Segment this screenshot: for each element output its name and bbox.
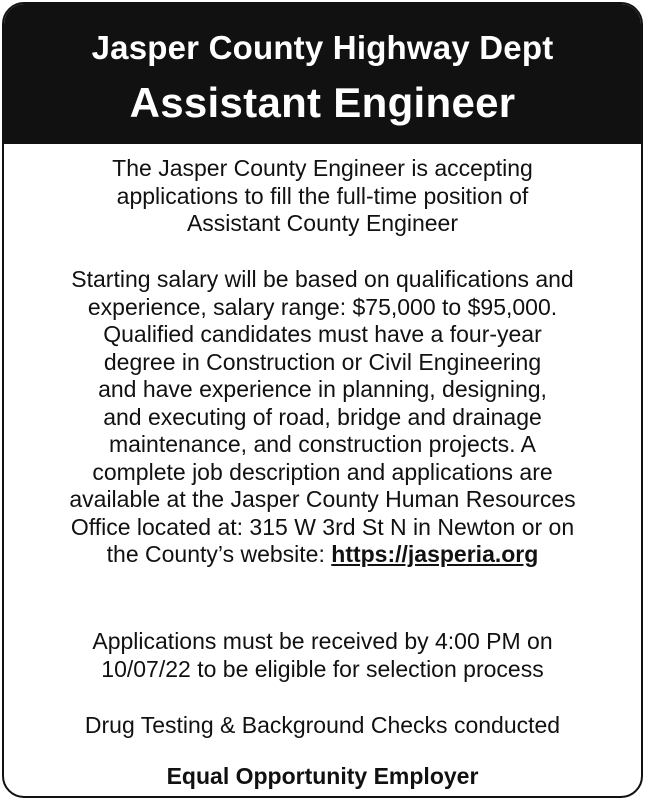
- website-link[interactable]: https://jasperia.org: [331, 541, 539, 567]
- ad-header: [4, 4, 641, 144]
- intro-line: Assistant County Engineer: [186, 210, 459, 236]
- details-line: experience, salary range: $75,000 to $95,000.: [87, 293, 558, 320]
- website-line: [4, 541, 641, 569]
- details-line: Starting salary will be based on qualifications and: [71, 266, 574, 292]
- website-prefix: the County’s website:: [106, 541, 332, 567]
- details-line: Qualified candidates must have a four-year: [103, 321, 542, 347]
- details-line: Office located at: 315 W 3rd St N in Newton or on: [70, 513, 575, 540]
- intro-line: The Jasper County Engineer is accepting: [112, 155, 533, 181]
- details-line: and executing of road, bridge and drainage: [103, 403, 542, 430]
- intro-line: applications to fill the full-time position of: [116, 182, 529, 209]
- details-line: and have experience in planning, designing,: [98, 376, 547, 402]
- details-paragraph: [4, 266, 641, 569]
- deadline-paragraph: [4, 628, 641, 683]
- deadline-line: 10/07/22 to be eligible for selection process: [101, 655, 544, 682]
- deadline-line: Applications must be received by 4:00 PM on: [92, 628, 553, 654]
- organization-name: Jasper County Highway Dept: [91, 29, 554, 66]
- details-line: degree in Construction or Civil Engineering: [103, 348, 542, 375]
- position-title: Assistant Engineer: [129, 79, 516, 126]
- job-advertisement: [2, 2, 643, 798]
- equal-opportunity-footer: Equal Opportunity Employer: [166, 763, 479, 789]
- details-line: available at the Jasper County Human Resources: [69, 486, 576, 512]
- intro-paragraph: [4, 155, 641, 238]
- details-line: maintenance, and construction projects. A: [108, 431, 537, 457]
- details-line: complete job description and applications are: [92, 458, 553, 485]
- screening-notice: Drug Testing & Background Checks conducted: [84, 712, 561, 738]
